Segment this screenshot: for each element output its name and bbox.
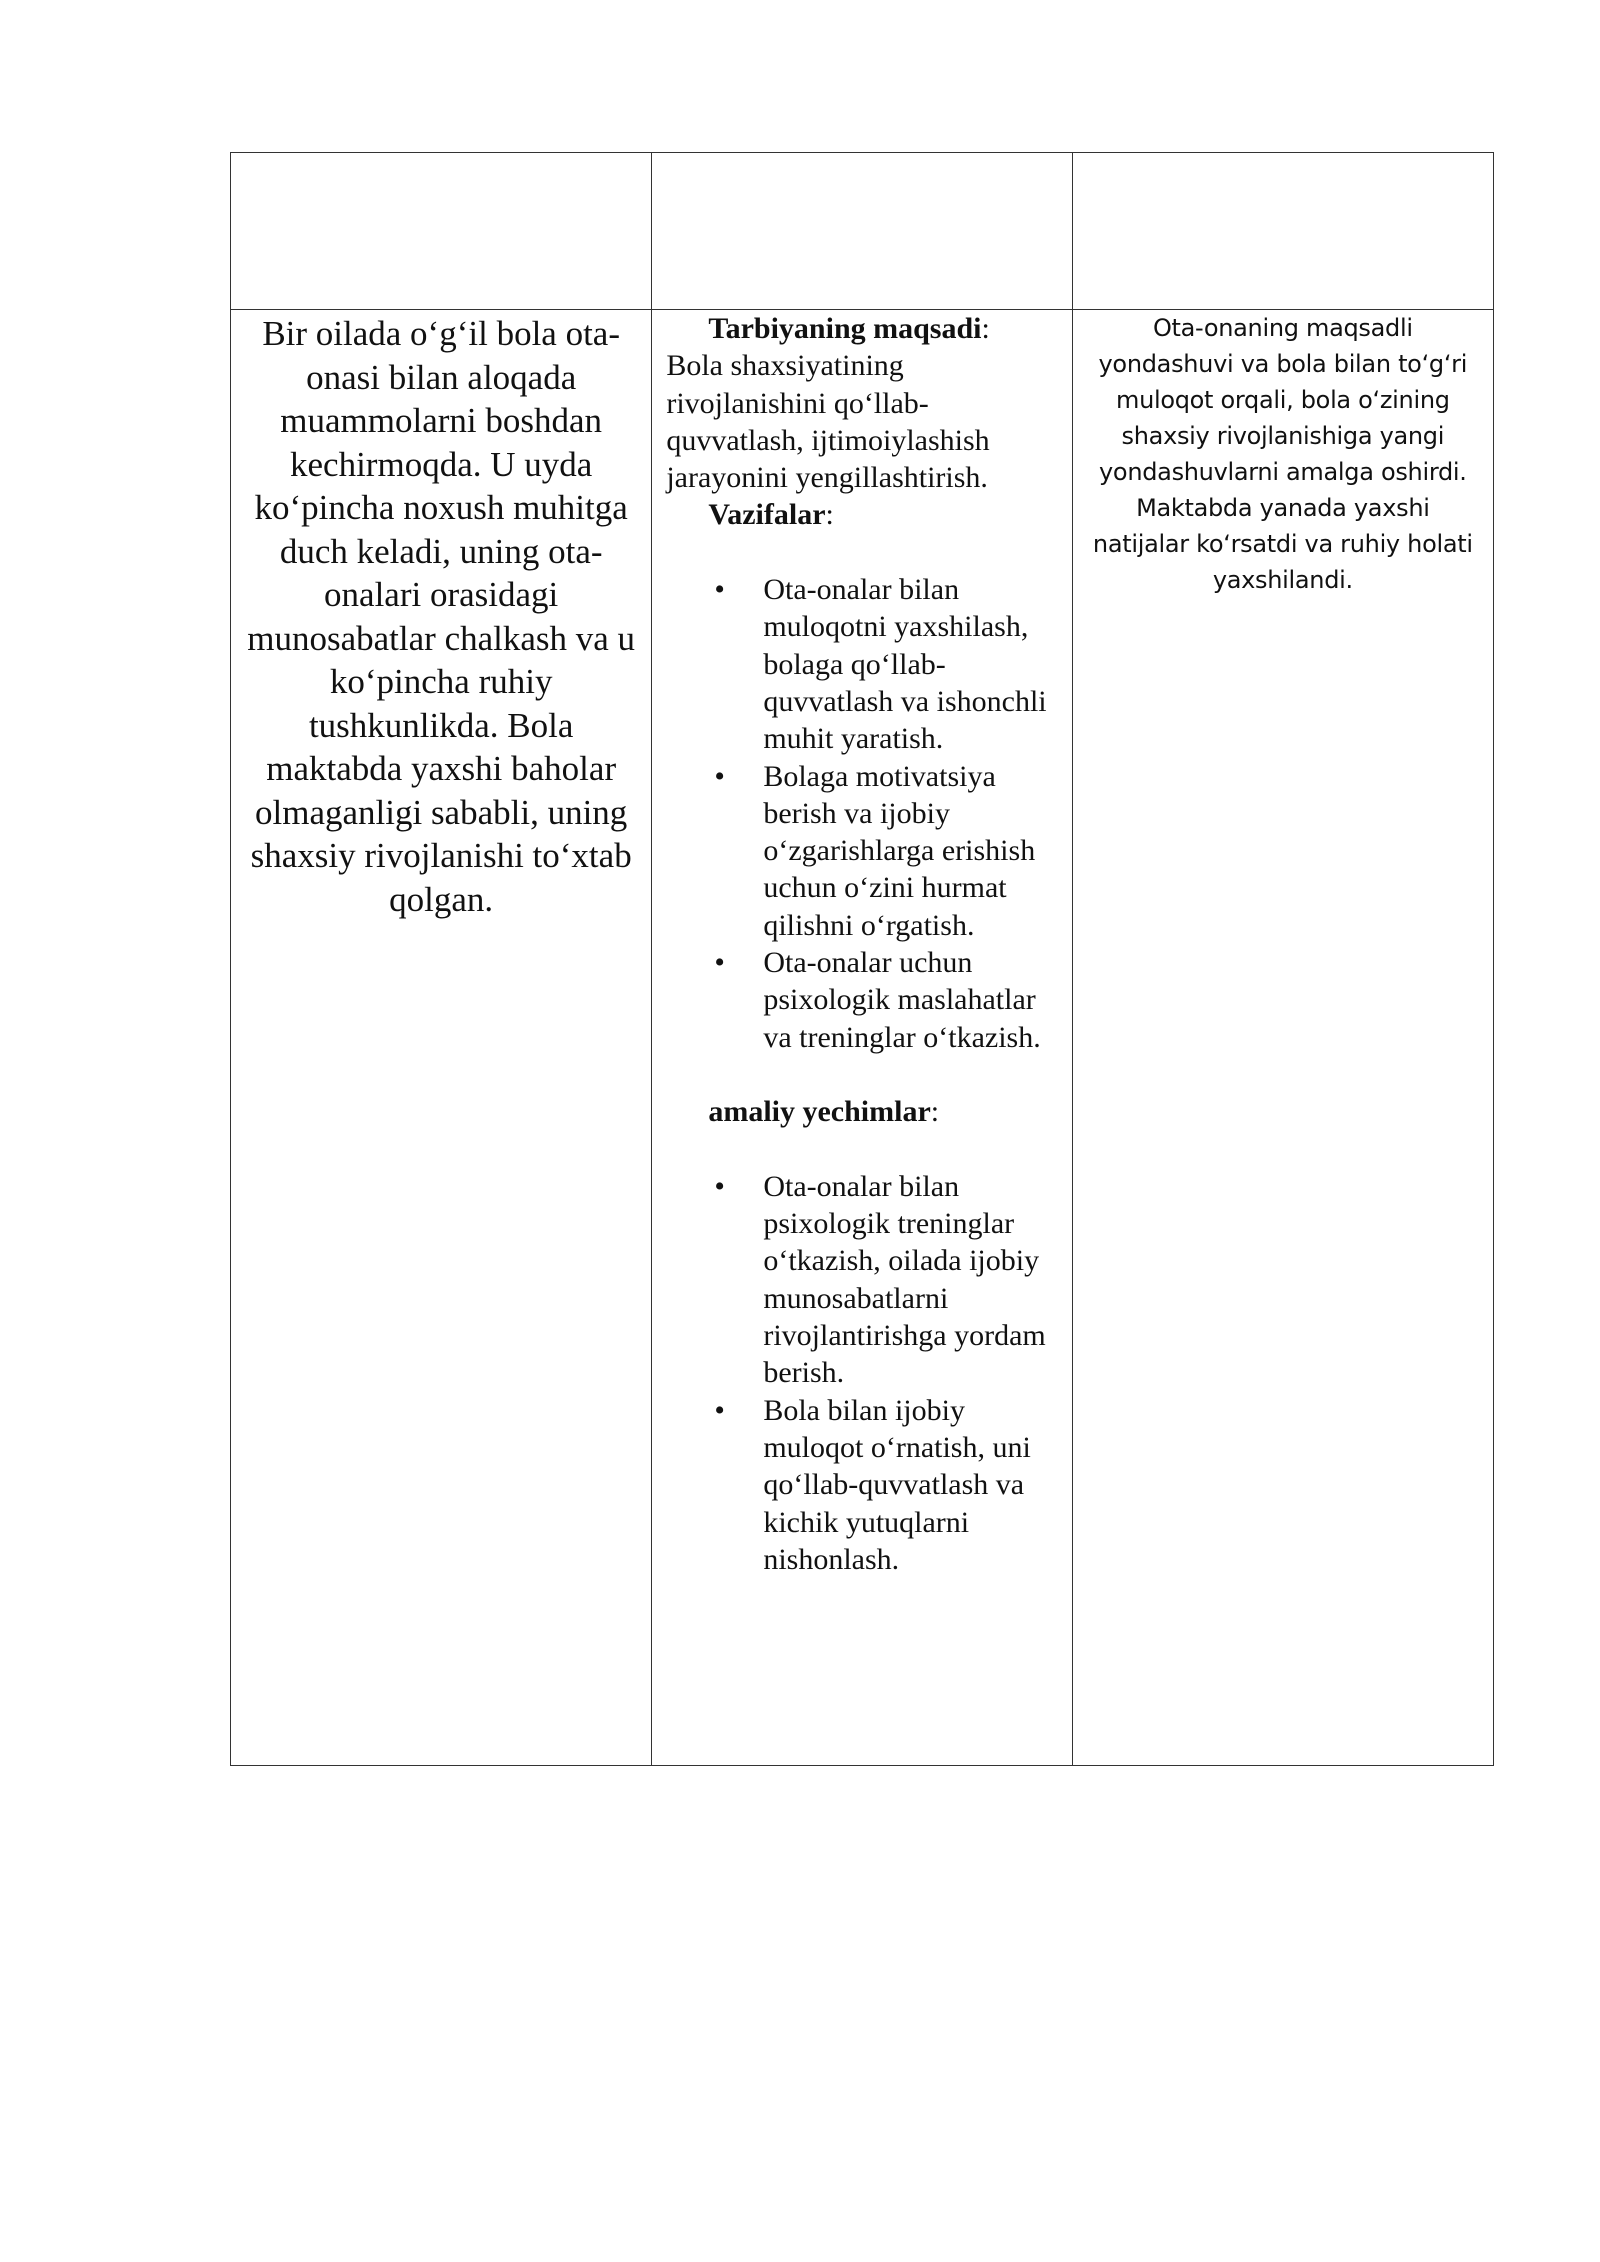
list-item: • Ota-onalar bilan psixologik treninglar o‘tkazish, oilada ijobiy munosabatlarni rivojlantirishga yordam berish. — [714, 1169, 1046, 1390]
list-item: • Ota-onalar uchun psixologik maslahatlar va treninglar o‘tkazish. — [714, 946, 1041, 1054]
header-cell-2 — [652, 153, 1072, 310]
bullet-icon: • — [714, 573, 725, 607]
goal-text: Bola shaxsiyatining rivojlanishini qo‘llab-quvvatlash, ijtimoiylashish jarayonini yengillashtirish. — [666, 349, 990, 495]
table-header-row — [231, 153, 1494, 310]
bullet-icon: • — [714, 1169, 725, 1203]
solutions-heading: amaliy yechimlar: — [708, 1095, 940, 1129]
header-cell-3 — [1072, 153, 1493, 310]
result-cell — [1072, 310, 1493, 1766]
header-cell-1 — [231, 153, 652, 310]
tasks-list — [666, 571, 1063, 1056]
situation-text: Bir oilada o‘g‘il bola ota-onasi bilan aloqada muammolarni boshdan kechirmoqda. U uyda ko‘pincha noxush muhitga duch keladi, uning ota-onalari orasidagi munosabatlar chalkash va u ko‘pincha ruhiy tushkunlikda. Bola maktabda yaxshi baholar olmaganligi sababli, uning shaxsiy rivojlanishi to‘xtab qolgan. — [247, 314, 636, 919]
bullet-icon: • — [714, 1393, 725, 1427]
list-item: • Ota-onalar bilan muloqotni yaxshilash, bolaga qo‘llab-quvvatlash va ishonchli muhit yaratish. — [714, 573, 1047, 756]
situation-cell — [231, 310, 652, 1766]
list-item: • Bola bilan ijobiy muloqot o‘rnatish, uni qo‘llab-quvvatlash va kichik yutuqlarni nishonlash. — [714, 1393, 1031, 1576]
case-table — [230, 152, 1494, 1766]
goal-heading: Tarbiyaning maqsadi: — [708, 312, 990, 345]
result-text: Ota-onaning maqsadli yondashuvi va bola bilan to‘g‘ri muloqot orqali, bola o‘zining shaxsiy rivojlanishiga yangi yondashuvlarni amalga oshirdi. Maktabda yanada yaxshi natijalar ko‘rsatdi va ruhiy holati yaxshilandi. — [1092, 314, 1473, 594]
tasks-heading: Vazifalar: — [708, 498, 834, 532]
bullet-icon: • — [714, 759, 725, 793]
plan-cell — [652, 310, 1072, 1766]
table-content-row — [231, 310, 1494, 1766]
list-item: • Bolaga motivatsiya berish va ijobiy o‘zgarishlarga erishish uchun o‘zini hurmat qilishni o‘rgatish. — [714, 759, 1036, 942]
solutions-list — [666, 1168, 1063, 1578]
bullet-icon: • — [714, 946, 725, 980]
